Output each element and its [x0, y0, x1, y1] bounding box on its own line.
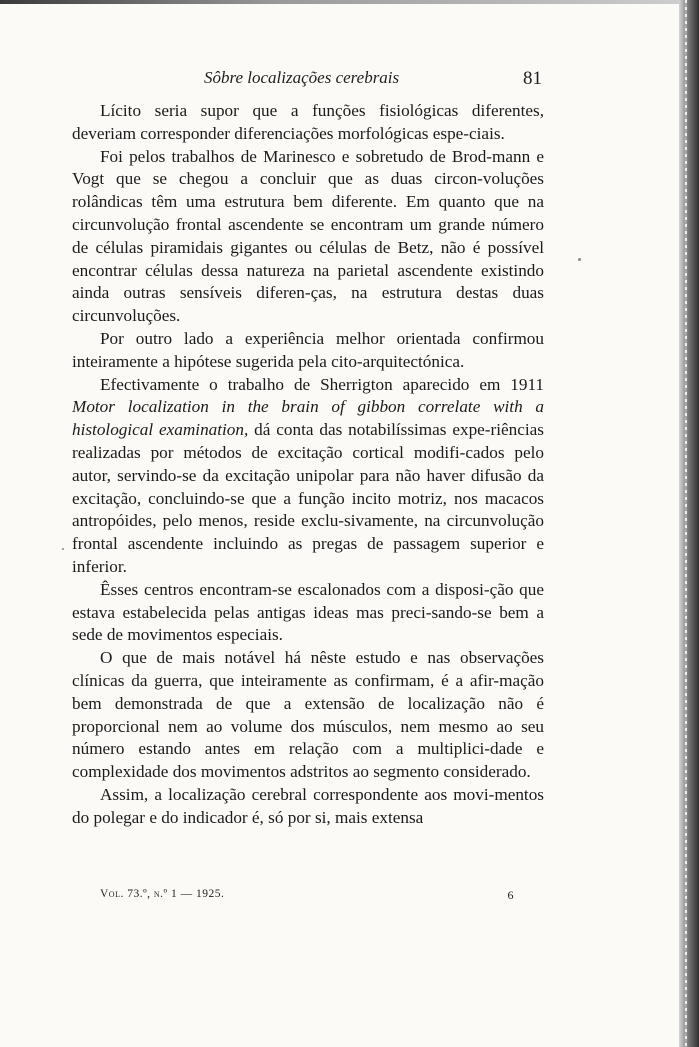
paragraph-7: Assim, a localização cerebral correspondente aos movi-mentos do polegar e do indicador é, só por si, mais extensa: [72, 784, 544, 827]
paragraph-2: Foi pelos trabalhos de Marinesco e sobretudo de Brod-mann e Vogt que se chegou a concluir que as duas circon-voluções rolândicas têm uma estrutura bem diferente. Em quanto que na circunvolução frontal ascendente se encontram um grande número de células piramidais gigantes ou células de Betz, não é possível encontrar células dessa natureza na parietal ascendente existindo ainda outras sensíveis diferen-ças, na estrutura destas duas circunvoluções.: [72, 146, 544, 326]
paragraph-1: Lícito seria supor que a funções fisiológicas diferentes, deveriam corresponder diferenciações morfológicas espe-ciais.: [72, 101, 544, 143]
paragraph-6: O que de mais notável há nêste estudo e nas observações clínicas da guerra, que inteiramente as confirmam, é a afir-mação bem demonstrada de que a extensão de localização não é proporcional nem ao volume dos músculos, nem mesmo ao seu número estando antes em relação com a multiplici-dade e complexidade dos movimentos adstritos ao segmento considerado.: [72, 648, 544, 782]
signature-mark: 6: [507, 888, 514, 902]
page-number: 81: [523, 68, 542, 89]
page-right-edge: [679, 0, 699, 1047]
page-footer: [100, 888, 514, 908]
paragraph-3: Por outro lado a experiência melhor orientada confirmou inteiramente a hipótese sugerida pela cito-arquitectónica.: [72, 328, 544, 371]
paper-speck: [62, 548, 64, 550]
body-text: [72, 100, 544, 830]
volume-line: Vol. 73.º, n.º 1 — 1925.: [100, 888, 225, 900]
cited-work-title: Motor localization in the brain of gibbon correlate with a histological examination,: [72, 397, 544, 440]
paragraph-4-start: Efectivamente o trabalho de Sherrigton aparecido em 1911: [100, 374, 544, 394]
running-title: Sôbre localizações cerebrais: [204, 68, 400, 87]
paper-speck: [578, 258, 581, 261]
paragraph-4-rest: dá conta das notabilíssimas expe-riências realizadas por métodos de excitação cortical modifi-cados pelo autor, servindo-se da excitação unipolar para não haver difusão da excitação, concluindo-se que a função incito motriz, nos macacos antropóides, pelo menos, reside exclu-sivamente, na circunvolução frontal ascendente incluindo as pregas de passagem superior e inferior.: [72, 420, 544, 576]
running-header: [72, 68, 544, 96]
page-top-edge: [0, 0, 699, 4]
paragraph-4: [72, 374, 544, 579]
paragraph-5: Êsses centros encontram-se escalonados com a disposi-ção que estava estabelecida pelas antigas ideas mas preci-sando-se bem a sede de movimentos especiais.: [72, 579, 544, 645]
